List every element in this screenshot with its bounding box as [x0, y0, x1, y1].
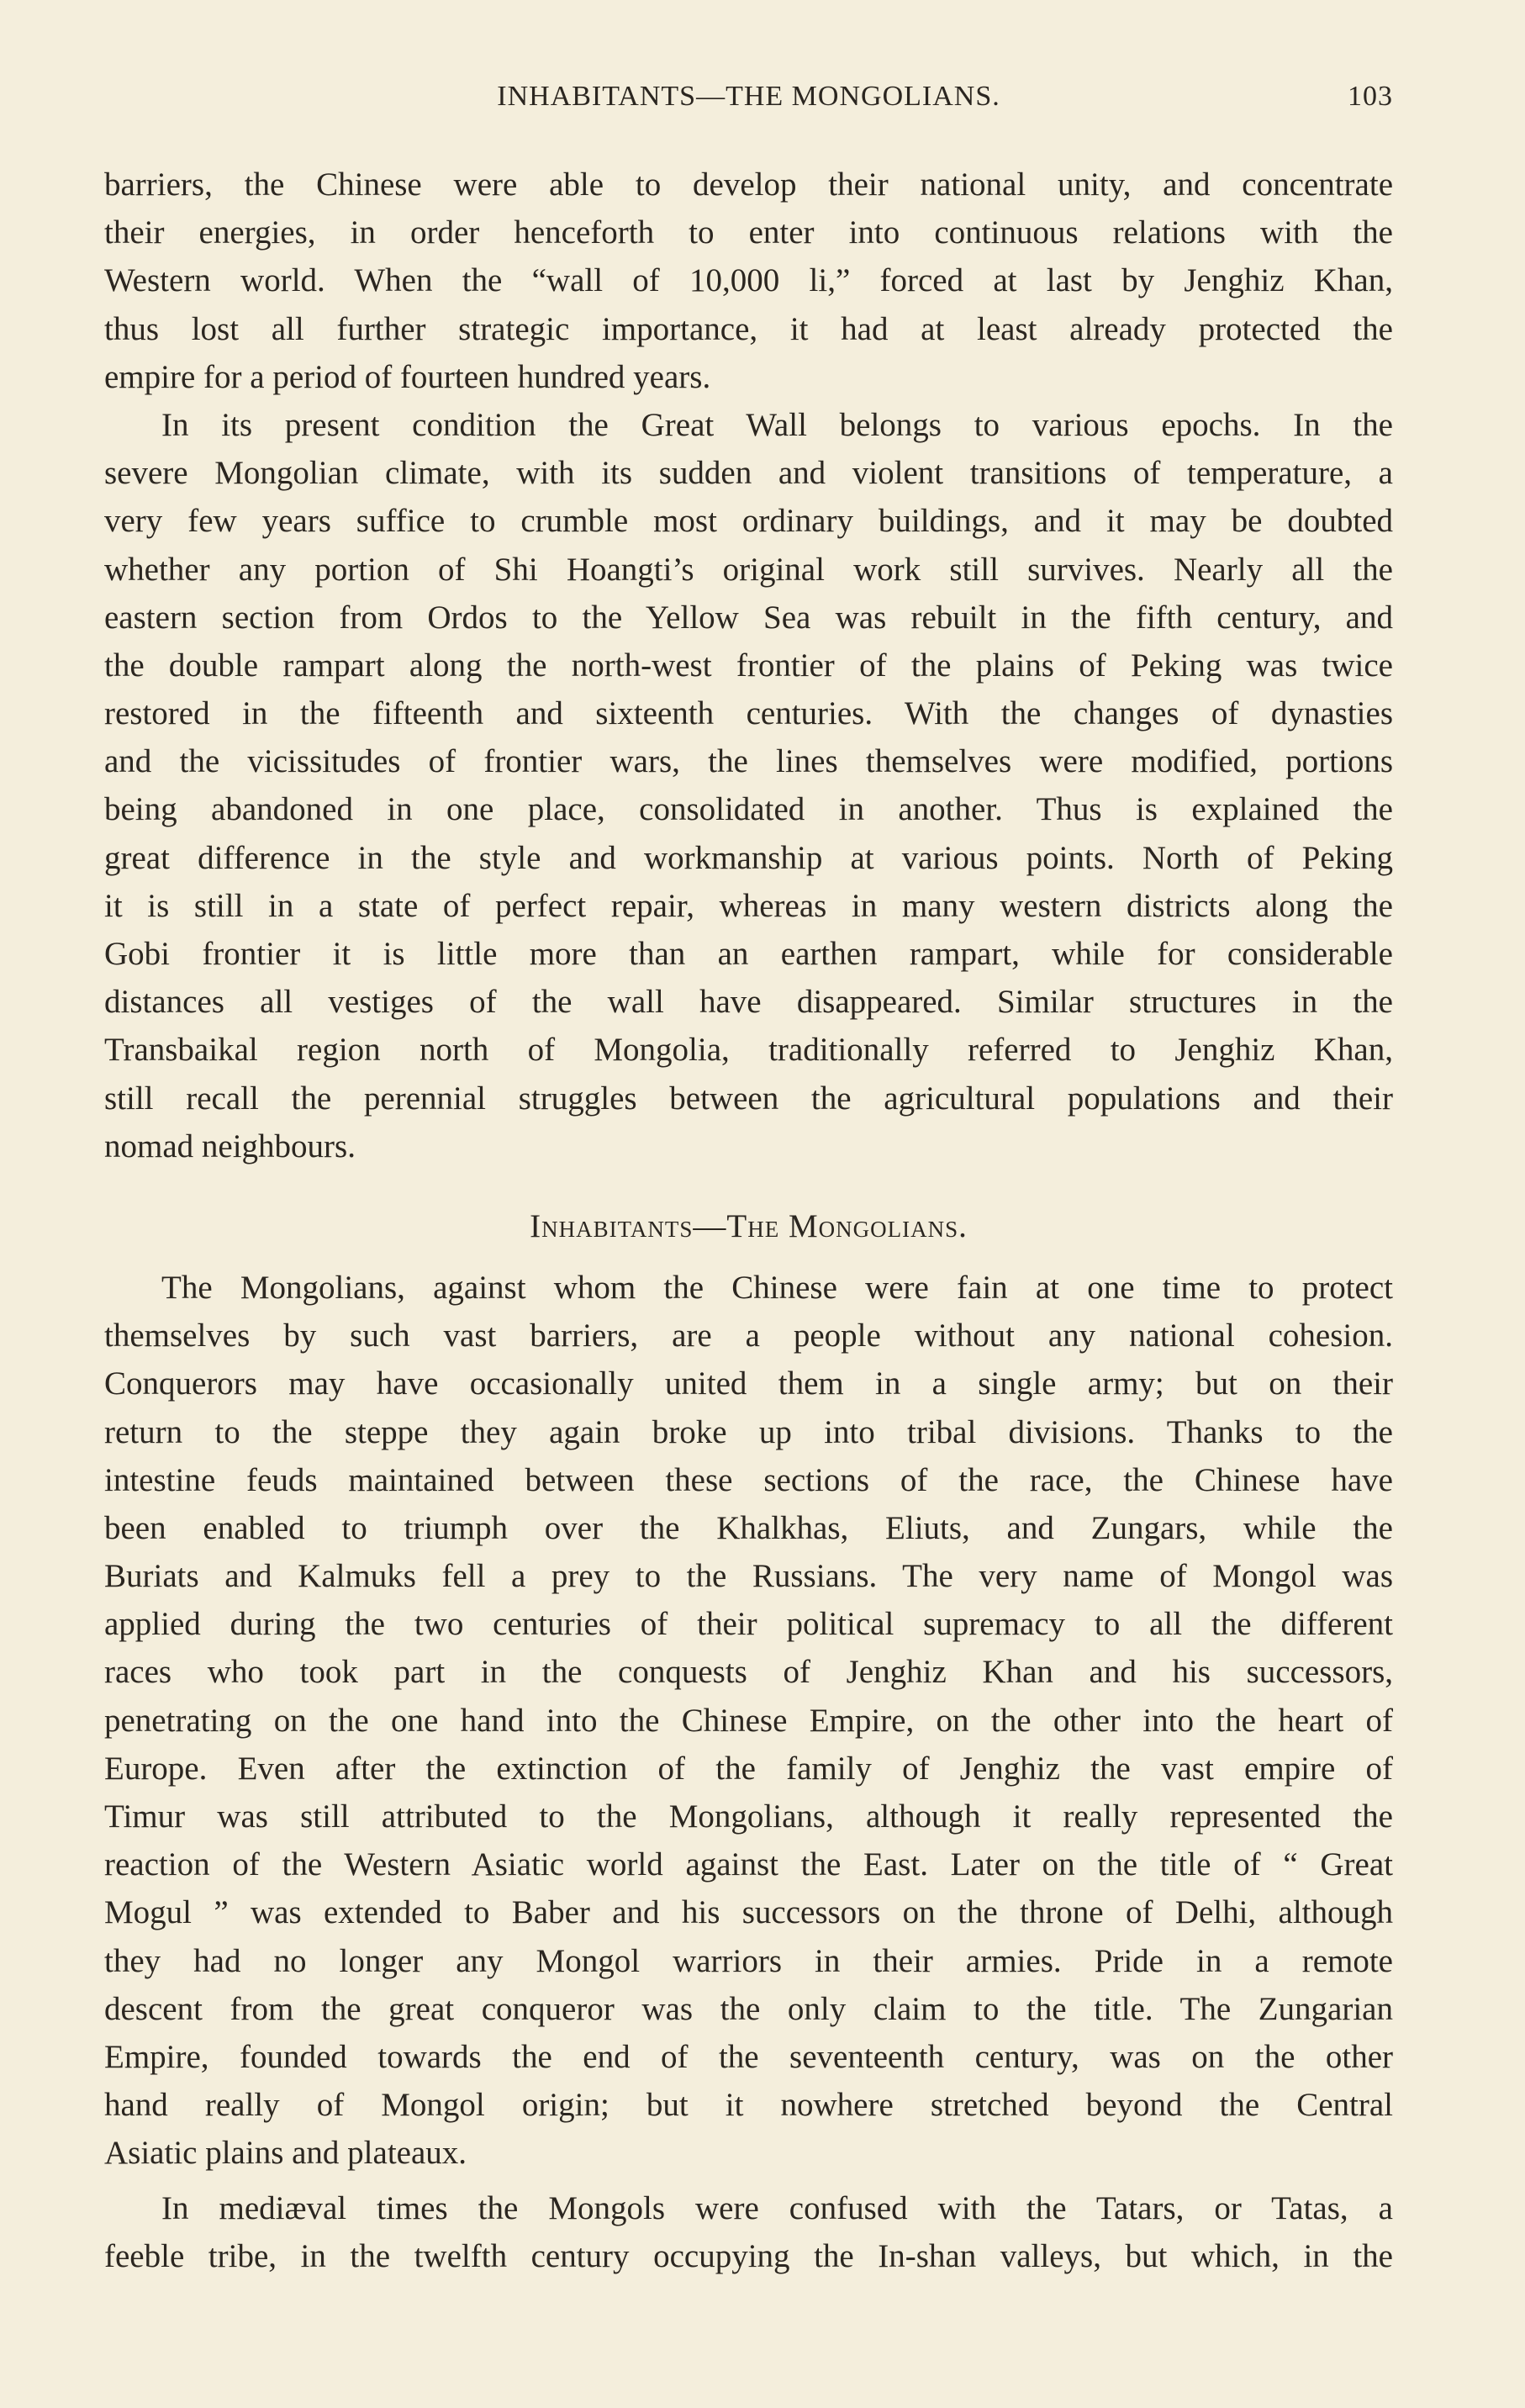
text-line: their energies, in order henceforth to enter into continuous relations with the	[104, 214, 1393, 251]
text-line: the double rampart along the north-west frontier of the plains of Peking was twice	[104, 647, 1393, 684]
section-heading: Inhabitants—The Mongolians.	[530, 1207, 968, 1244]
text-line: In mediæval times the Mongols were confused with the Tatars, or Tatas, a	[161, 2189, 1393, 2226]
text-line: feeble tribe, in the twelfth century occupying the In-shan valleys, but which, in the	[104, 2237, 1393, 2274]
running-header	[104, 81, 1393, 123]
text-line: races who took part in the conquests of Jenghiz Khan and his successors,	[104, 1654, 1393, 1691]
text-line: distances all vestiges of the wall have disappeared. Similar structures in the	[104, 984, 1393, 1021]
text-line: applied during the two centuries of their political supremacy to all the different	[104, 1606, 1393, 1643]
text-line: Asiatic plains and plateaux.	[104, 2135, 467, 2172]
text-line: Mogul ” was extended to Baber and his successors on the throne of Delhi, although	[104, 1894, 1393, 1931]
text-line: and the vicissitudes of frontier wars, the lines themselves were modified, portions	[104, 743, 1393, 780]
page-number: 103	[1348, 81, 1393, 112]
text-line: intestine feuds maintained between these sections of the race, the Chinese have	[104, 1461, 1393, 1498]
text-line: empire for a period of fourteen hundred years.	[104, 358, 711, 395]
text-line: Buriats and Kalmuks fell a prey to the Russians. The very name of Mongol was	[104, 1558, 1393, 1595]
text-line: themselves by such vast barriers, are a people without any national cohesion.	[104, 1318, 1393, 1354]
text-line: nomad neighbours.	[104, 1127, 356, 1164]
text-line: Gobi frontier it is little more than an earthen rampart, while for considerable	[104, 936, 1393, 972]
text-line: whether any portion of Shi Hoangti’s original work still survives. Nearly all the	[104, 551, 1393, 588]
text-line: Europe. Even after the extinction of the family of Jenghiz the vast empire of	[104, 1750, 1393, 1787]
text-line: restored in the fifteenth and sixteenth centuries. With the changes of dynasties	[104, 695, 1393, 732]
text-line: great difference in the style and workmanship at various points. North of Peking	[104, 839, 1393, 876]
running-title: INHABITANTS—THE MONGOLIANS.	[497, 81, 1000, 112]
text-line: been enabled to triumph over the Khalkhas, Eliuts, and Zungars, while the	[104, 1509, 1393, 1546]
text-line: reaction of the Western Asiatic world against the East. Later on the title of “ Great	[104, 1846, 1393, 1883]
text-line: eastern section from Ordos to the Yellow Sea was rebuilt in the fifth century, and	[104, 599, 1393, 636]
paragraph	[104, 2184, 1393, 2280]
text-line: Conquerors may have occasionally united them in a single army; but on their	[104, 1365, 1393, 1402]
text-line: Transbaikal region north of Mongolia, traditionally referred to Jenghiz Khan,	[104, 1032, 1393, 1069]
text-line: The Mongolians, against whom the Chinese were fain at one time to protect	[161, 1269, 1393, 1306]
text-line: return to the steppe they again broke up into tribal divisions. Thanks to the	[104, 1413, 1393, 1450]
paragraph	[104, 1264, 1393, 2178]
paragraph	[104, 401, 1393, 1170]
paragraph	[104, 161, 1393, 401]
text-line: thus lost all further strategic importance, it had at least already protected the	[104, 310, 1393, 347]
text-line: still recall the perennial struggles between the agricultural populations and their	[104, 1080, 1393, 1117]
text-line: barriers, the Chinese were able to develop their national unity, and concentrate	[104, 166, 1393, 203]
text-line: In its present condition the Great Wall belongs to various epochs. In the	[161, 406, 1393, 443]
text-line: Western world. When the “wall of 10,000 li,” forced at last by Jenghiz Khan,	[104, 262, 1393, 299]
text-line: descent from the great conqueror was the only claim to the title. The Zungarian	[104, 1990, 1393, 2027]
text-line: hand really of Mongol origin; but it nowhere stretched beyond the Central	[104, 2087, 1393, 2124]
text-line: very few years suffice to crumble most ordinary buildings, and it may be doubted	[104, 503, 1393, 540]
text-line: penetrating on the one hand into the Chinese Empire, on the other into the heart of	[104, 1702, 1393, 1739]
text-line: they had no longer any Mongol warriors in their armies. Pride in a remote	[104, 1942, 1393, 1979]
body-text	[104, 161, 1393, 2280]
text-line: Timur was still attributed to the Mongolians, although it really represented the	[104, 1798, 1393, 1835]
text-line: severe Mongolian climate, with its sudden and violent transitions of temperature, a	[104, 455, 1393, 492]
text-line: being abandoned in one place, consolidated in another. Thus is explained the	[104, 791, 1393, 828]
text-line: it is still in a state of perfect repair, whereas in many western districts along the	[104, 887, 1393, 924]
text-line: Empire, founded towards the end of the seventeenth century, was on the other	[104, 2038, 1393, 2075]
